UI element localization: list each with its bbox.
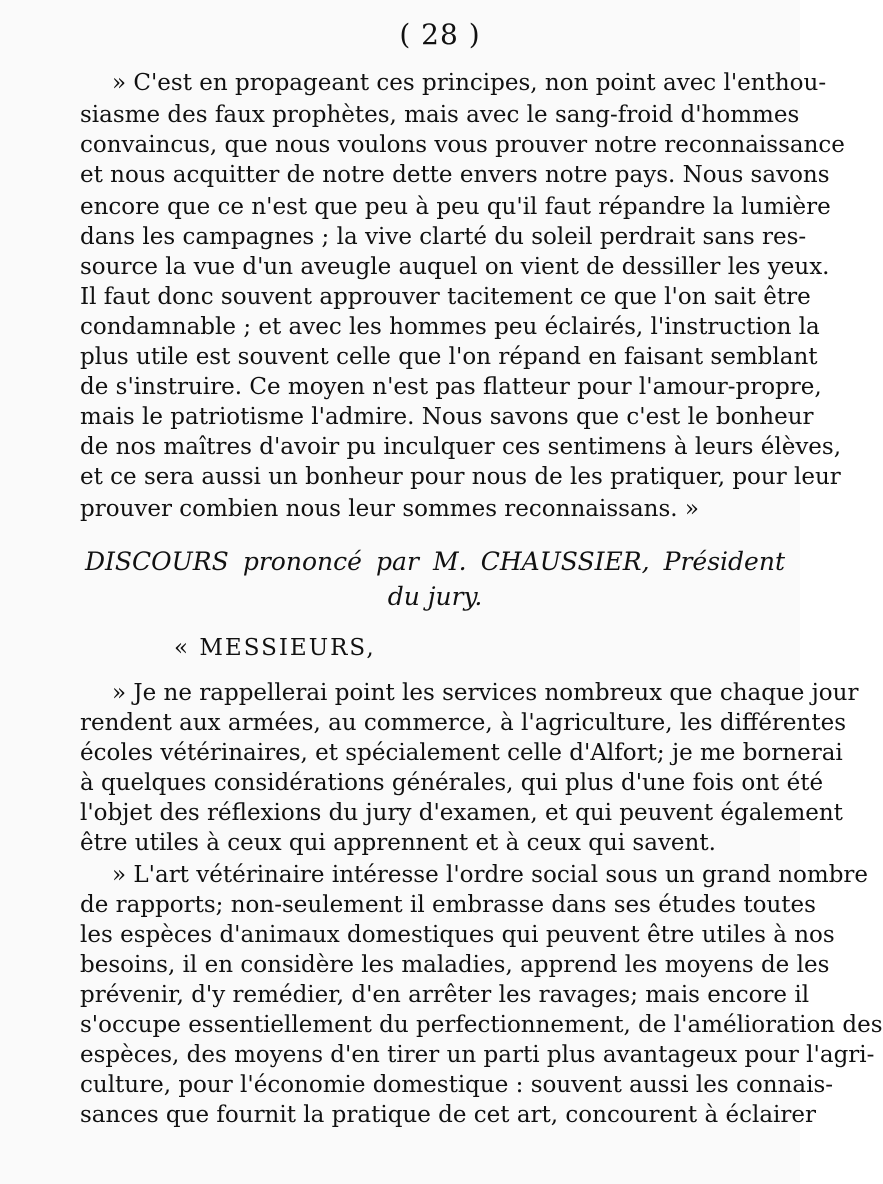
text-line: condamnable ; et avec les hommes peu éclairés, l'instruction la	[80, 314, 820, 340]
text-line: être utiles à ceux qui apprennent et à ceux qui savent.	[80, 830, 716, 856]
discourse-heading: DISCOURS prononcé par M. CHAUSSIER, Président	[85, 547, 785, 576]
discourse-heading-continuation: du jury.	[387, 582, 483, 611]
text-line: et nous acquitter de notre dette envers notre pays. Nous savons	[80, 162, 830, 188]
text-line: besoins, il en considère les maladies, apprend les moyens de les	[80, 952, 830, 978]
text-line: et ce sera aussi un bonheur pour nous de les pratiquer, pour leur	[80, 464, 841, 490]
text-line: de rapports; non-seulement il embrasse dans ses études toutes	[80, 892, 816, 918]
text-line: » L'art vétérinaire intéresse l'ordre social sous un grand nombre	[112, 862, 869, 888]
text-line: encore que ce n'est que peu à peu qu'il faut répandre la lumière	[80, 194, 831, 220]
text-line: Il faut donc souvent approuver tacitement ce que l'on sait être	[80, 284, 811, 310]
text-line: l'objet des réflexions du jury d'examen, et qui peuvent également	[80, 800, 843, 826]
text-line: s'occupe essentiellement du perfectionnement, de l'amélioration des	[80, 1012, 883, 1038]
text-line: de nos maîtres d'avoir pu inculquer ces sentimens à leurs élèves,	[80, 434, 842, 460]
text-line: » Je ne rappellerai point les services nombreux que chaque jour	[112, 680, 859, 706]
text-line: convaincus, que nous voulons vous prouver notre reconnaissance	[80, 132, 845, 158]
text-line: » C'est en propageant ces principes, non point avec l'enthou-	[112, 70, 827, 96]
text-line: rendent aux armées, au commerce, à l'agriculture, les différentes	[80, 710, 847, 736]
salutation: « MESSIEURS,	[174, 635, 376, 661]
text-line: les espèces d'animaux domestiques qui peuvent être utiles à nos	[80, 922, 835, 948]
text-line: mais le patriotisme l'admire. Nous savons que c'est le bonheur	[80, 404, 814, 430]
page-number: ( 28 )	[399, 18, 481, 51]
text-line: prouver combien nous leur sommes reconnaissans. »	[80, 496, 699, 522]
text-line: siasme des faux prophètes, mais avec le sang-froid d'hommes	[80, 102, 800, 128]
text-line: dans les campagnes ; la vive clarté du soleil perdrait sans res-	[80, 224, 807, 250]
text-line: culture, pour l'économie domestique : souvent aussi les connais-	[80, 1072, 834, 1098]
text-line: prévenir, d'y remédier, d'en arrêter les ravages; mais encore il	[80, 982, 810, 1008]
text-line: à quelques considérations générales, qui plus d'une fois ont été	[80, 770, 824, 796]
text-line: sances que fournit la pratique de cet art, concourent à éclairer	[80, 1102, 817, 1128]
text-line: écoles vétérinaires, et spécialement celle d'Alfort; je me bornerai	[80, 740, 843, 766]
text-line: source la vue d'un aveugle auquel on vient de dessiller les yeux.	[80, 254, 830, 280]
text-line: plus utile est souvent celle que l'on répand en faisant semblant	[80, 344, 818, 370]
text-line: espèces, des moyens d'en tirer un parti plus avantageux pour l'agri-	[80, 1042, 875, 1068]
text-line: de s'instruire. Ce moyen n'est pas flatteur pour l'amour-propre,	[80, 374, 822, 400]
